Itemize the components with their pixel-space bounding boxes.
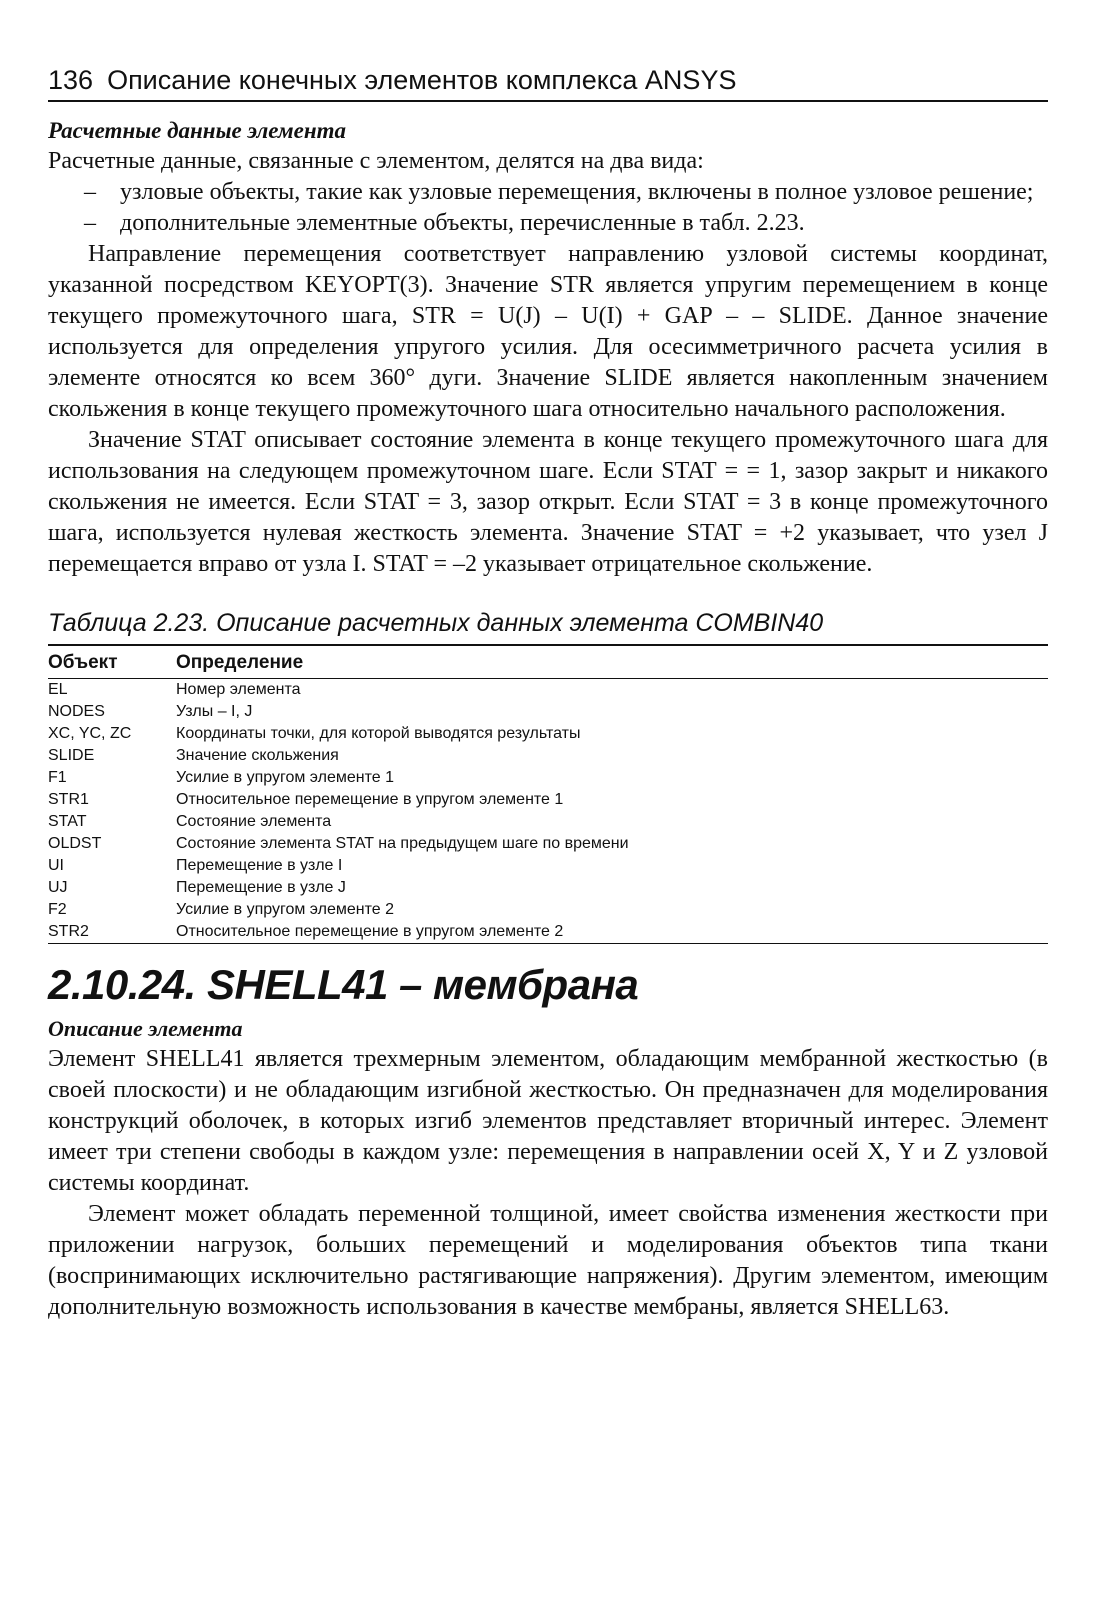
results-list [48, 177, 1048, 239]
table-row: UJ Перемещение в узле J [48, 879, 346, 896]
table-caption: Таблица 2.23. Описание расчетных данных элемента COMBIN40 [48, 606, 1048, 646]
table-row: OLDST Состояние элемента STAT на предыдущем шаге по времени [48, 835, 629, 852]
paragraph-shell41-features: Элемент может обладать переменной толщиной, имеет свойства изменения жесткости при приложении нагрузок, больших перемещений и моделирования объектов типа ткани (воспринимающих исключительно растягивающие напряжения). Другим элементом, имеющим дополнительную возможность использования в качестве мембраны, является SHELL63. [48, 1201, 1048, 1320]
table-header-row [48, 646, 1048, 679]
table-row: SLIDE Значение скольжения [48, 747, 339, 764]
paragraph-stat: Значение STAT описывает состояние элемента в конце текущего промежуточного шага для использования на следующем промежуточном шаге. Если STAT = = 1, зазор закрыт и никакого скольжения не имеется. Если STAT = 3, зазор открыт. Если STAT = 3 в конце промежуточного шага, используется нулевая жесткость элемента. Значение STAT = +2 указывает, что узел J перемещается вправо от узла I. STAT = –2 указывает отрицательное скольжение. [48, 427, 1048, 577]
dash-marker: – [84, 210, 96, 236]
table-row: F1 Усилие в упругом элементе 1 [48, 769, 394, 786]
results-table [48, 646, 1048, 944]
paragraph-direction: Направление перемещения соответствует направлению узловой системы координат, указанной посредством KEYOPT(3). Значение STR является упругим перемещением в конце текущего промежуточного шага, STR = U(J) – U(I) + GAP – – SLIDE. Данное значение используется для определения упругого усилия. Для осесимметричного расчета усилия в элементе относятся ко всем 360° дуги. Значение SLIDE является накопленным значением скольжения в конце текущего промежуточного шага относительно начального расположения. [48, 241, 1048, 422]
table-row: UI Перемещение в узле I [48, 857, 343, 874]
table-row: F2 Усилие в упругом элементе 2 [48, 901, 394, 918]
table-row: EL Номер элемента [48, 681, 301, 698]
table-row: STR1 Относительное перемещение в упругом элементе 1 [48, 791, 564, 808]
section-title: 2.10.24. SHELL41 – мембрана [48, 961, 639, 1008]
document-page [48, 60, 1048, 1323]
page-number: 136 [48, 65, 94, 95]
table-row: STAT Состояние элемента [48, 813, 332, 830]
dash-marker: – [84, 179, 96, 205]
paragraph-shell41-intro: Элемент SHELL41 является трехмерным элементом, обладающим мембранной жесткостью (в своей плоскости) и не обладающим изгибной жесткостью. Он предназначен для моделирования конструкций оболочек, в которых изгиб элементов представляет вторичный интерес. Элемент имеет три степени свободы в каждом узле: перемещения в направлении осей X, Y и Z узловой системы координат. [48, 1046, 1048, 1196]
element-description-heading: Описание элемента [48, 1016, 243, 1041]
running-header [48, 60, 1048, 102]
table-row: STR2 Относительное перемещение в упругом элементе 2 [48, 921, 1048, 944]
column-header-object: Объект [48, 646, 176, 679]
list-item: – узловые объекты, такие как узловые перемещения, включены в полное узловое решение; [48, 177, 1048, 208]
column-header-definition: Определение [176, 646, 1048, 679]
running-title: Описание конечных элементов комплекса ANSYS [107, 65, 737, 95]
list-item: – дополнительные элементные объекты, перечисленные в табл. 2.23. [48, 208, 1048, 239]
table-row: XC, YC, ZC Координаты точки, для которой выводятся результаты [48, 725, 581, 742]
results-intro: Расчетные данные, связанные с элементом, делятся на два вида: [48, 148, 704, 174]
results-heading: Расчетные данные элемента [48, 118, 347, 143]
table-row: NODES Узлы – I, J [48, 703, 253, 720]
